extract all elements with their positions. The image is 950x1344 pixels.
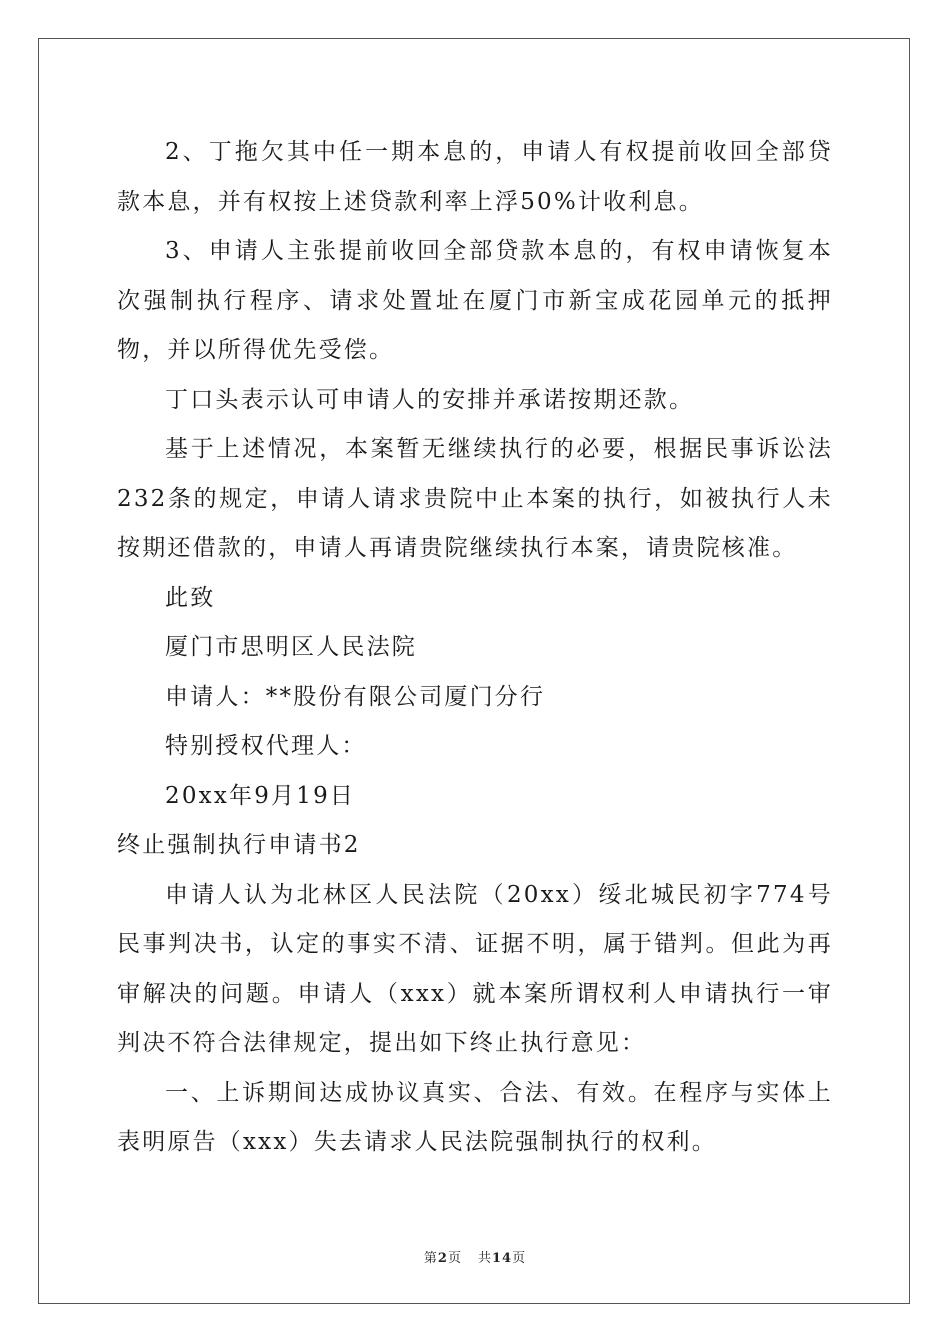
total-suffix: 页 [512, 1251, 527, 1266]
paragraph-point-one: 一、上诉期间达成协议真实、合法、有效。在程序与实体上表明原告（xxx）失去请求人民法院强制执行的权利。 [117, 1079, 833, 1155]
paragraph-clause-3: 3、申请人主张提前收回全部贷款本息的，有权申请恢复本次强制执行程序、请求处置址在厦门市新宝成花园单元的抵押物，并以所得优先受偿。 [117, 238, 833, 363]
document-body [117, 128, 833, 1168]
page-suffix: 页 [447, 1251, 462, 1266]
paragraph-verbal-consent: 丁口头表示认可申请人的安排并承诺按期还款。 [165, 386, 695, 413]
section-title: 终止强制执行申请书2 [117, 832, 361, 858]
total-prefix: 共 [477, 1251, 492, 1266]
page-prefix: 第 [423, 1251, 438, 1266]
date-line: 20xx年9月19日 [165, 782, 356, 809]
paragraph-opinion-intro: 申请人认为北林区人民法院（20xx）绥北城民初字774号民事判决书，认定的事实不清、证据不明，属于错判。但此为再审解决的问题。申请人（xxx）就本案所谓权利人申请执行一审判决不符合法律规定，提出如下终止执行意见： [117, 881, 833, 1056]
agent-line: 特别授权代理人： [165, 733, 367, 759]
page-number: 2 [437, 1251, 448, 1266]
paragraph-clause-2: 2、丁拖欠其中任一期本息的，申请人有权提前收回全部贷款本息，并有权按上述贷款利率上浮50%计收利息。 [117, 139, 833, 215]
page-footer [0, 1247, 950, 1266]
applicant-line: 申请人：**股份有限公司厦门分行 [165, 683, 546, 710]
paragraph-request: 基于上述情况，本案暂无继续执行的必要，根据民事诉讼法232条的规定，申请人请求贵院中止本案的执行，如被执行人未按期还借款的，申请人再请贵院继续执行本案，请贵院核准。 [117, 436, 833, 561]
total-pages: 14 [491, 1251, 513, 1266]
court-name: 厦门市思明区人民法院 [165, 634, 417, 660]
salutation: 此致 [165, 584, 216, 611]
